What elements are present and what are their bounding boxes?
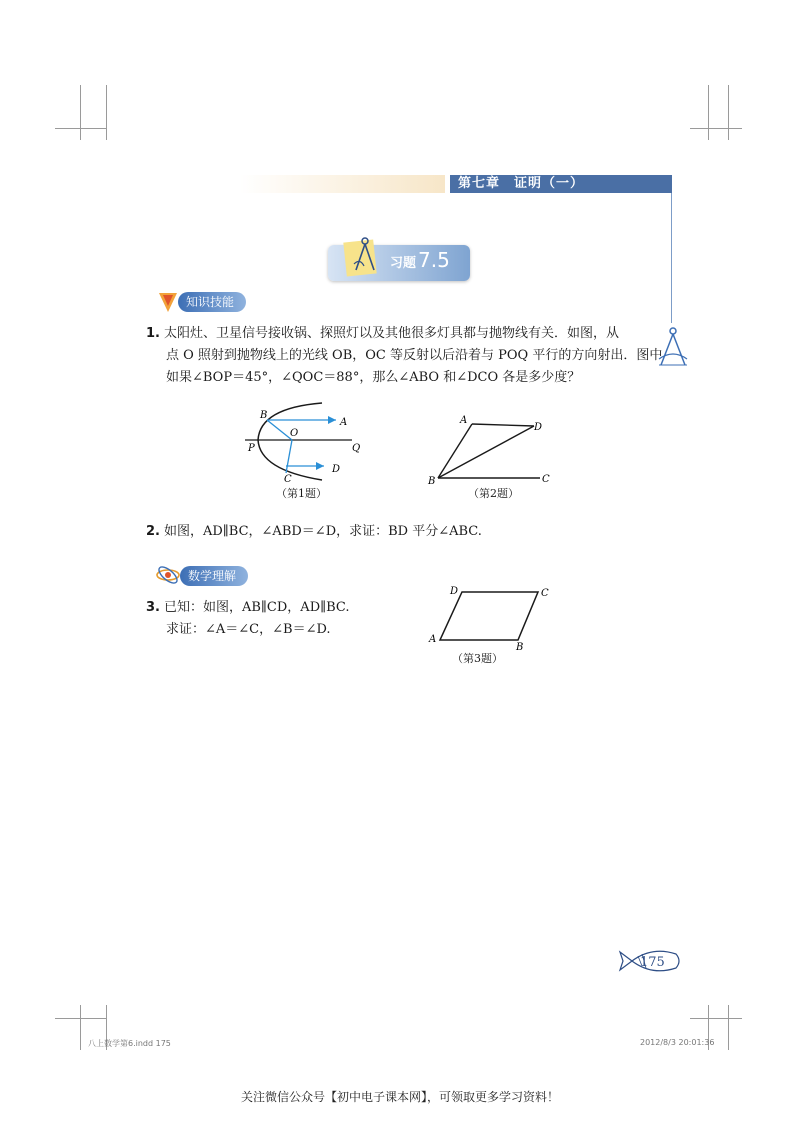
label-d: D xyxy=(450,586,459,597)
label-b: B xyxy=(260,410,268,421)
footer-note: 关注微信公众号【初中电子课本网】，可领取更多学习资料！ xyxy=(240,1090,559,1104)
section-skills: 知识技能 xyxy=(178,292,246,312)
compass-badge-icon xyxy=(157,290,179,314)
problem-text: 太阳灶、卫星信号接收锅、探照灯以及其他很多灯具都与抛物线有关．如图，从 xyxy=(163,326,619,341)
problem-text: 已知：如图，AB∥CD，AD∥BC. xyxy=(163,600,350,615)
crop-mark xyxy=(55,128,107,129)
problem-text: 如果∠BOP＝45°，∠QOC＝88°，那么∠ABO 和∠DCO 各是多少度？ xyxy=(166,370,581,385)
side-rule xyxy=(671,193,672,323)
exercise-label: 习题 xyxy=(390,256,417,271)
parabola-curve xyxy=(258,403,322,480)
crop-mark xyxy=(690,1018,742,1019)
figure-caption: （第3题） xyxy=(452,652,503,665)
label-b: B xyxy=(516,642,524,652)
section-understanding: 数学理解 xyxy=(180,566,248,586)
footer-timestamp: 2012/8/3 20:01:36 xyxy=(640,1038,715,1047)
label-c: C xyxy=(542,474,550,485)
crop-mark xyxy=(106,85,107,140)
problem-1 xyxy=(146,323,676,389)
label-d: D xyxy=(534,422,543,433)
crop-mark xyxy=(728,85,729,140)
footer-file-info: 八上数学第6.indd 175 xyxy=(88,1039,171,1048)
crop-mark xyxy=(690,128,742,129)
figure-caption: （第1题） xyxy=(276,487,327,500)
figure-triangle xyxy=(420,410,560,488)
atom-icon xyxy=(155,565,181,585)
ray-ob xyxy=(267,420,292,440)
problem-number: 3. xyxy=(146,600,160,615)
problem-text: 求证：∠A＝∠C，∠B＝∠D. xyxy=(166,622,331,637)
chapter-header: 第七章 证明（一） xyxy=(450,175,672,193)
exercise-title xyxy=(390,248,450,272)
label-p: P xyxy=(248,443,255,454)
label-q: Q xyxy=(352,443,361,454)
problem-text: 如图，AD∥BC，∠ABD＝∠D，求证：BD 平分∠ABC. xyxy=(163,524,482,539)
header-gradient xyxy=(240,175,445,193)
crop-mark xyxy=(80,85,81,140)
problem-text: 点 O 照射到抛物线上的光线 OB，OC 等反射以后沿着与 POQ 平行的方向射出．图中 xyxy=(166,348,663,363)
figure-parallelogram xyxy=(420,582,560,652)
label-a: A xyxy=(460,415,468,426)
label-d: D xyxy=(332,464,341,475)
problem-2 xyxy=(146,521,676,543)
exercise-number: 7.5 xyxy=(418,248,450,272)
label-c: C xyxy=(284,474,292,485)
crop-mark xyxy=(80,1005,81,1050)
ray-oc xyxy=(286,440,292,473)
crop-mark xyxy=(728,1005,729,1050)
label-a: A xyxy=(429,634,437,645)
compass-icon xyxy=(350,236,380,276)
crop-mark xyxy=(55,1018,107,1019)
label-a: A xyxy=(340,417,348,428)
figure-caption: （第2题） xyxy=(468,487,519,500)
arrow-a xyxy=(328,416,336,424)
problem-3 xyxy=(146,597,406,641)
arrow-d xyxy=(316,462,324,470)
label-c: C xyxy=(541,588,549,599)
page-number: 175 xyxy=(640,955,665,970)
problem-number: 2. xyxy=(146,524,160,539)
figure-parabola xyxy=(240,398,370,488)
crop-mark xyxy=(708,85,709,140)
label-o: O xyxy=(290,428,299,439)
label-b: B xyxy=(428,476,436,487)
problem-number: 1. xyxy=(146,326,160,341)
